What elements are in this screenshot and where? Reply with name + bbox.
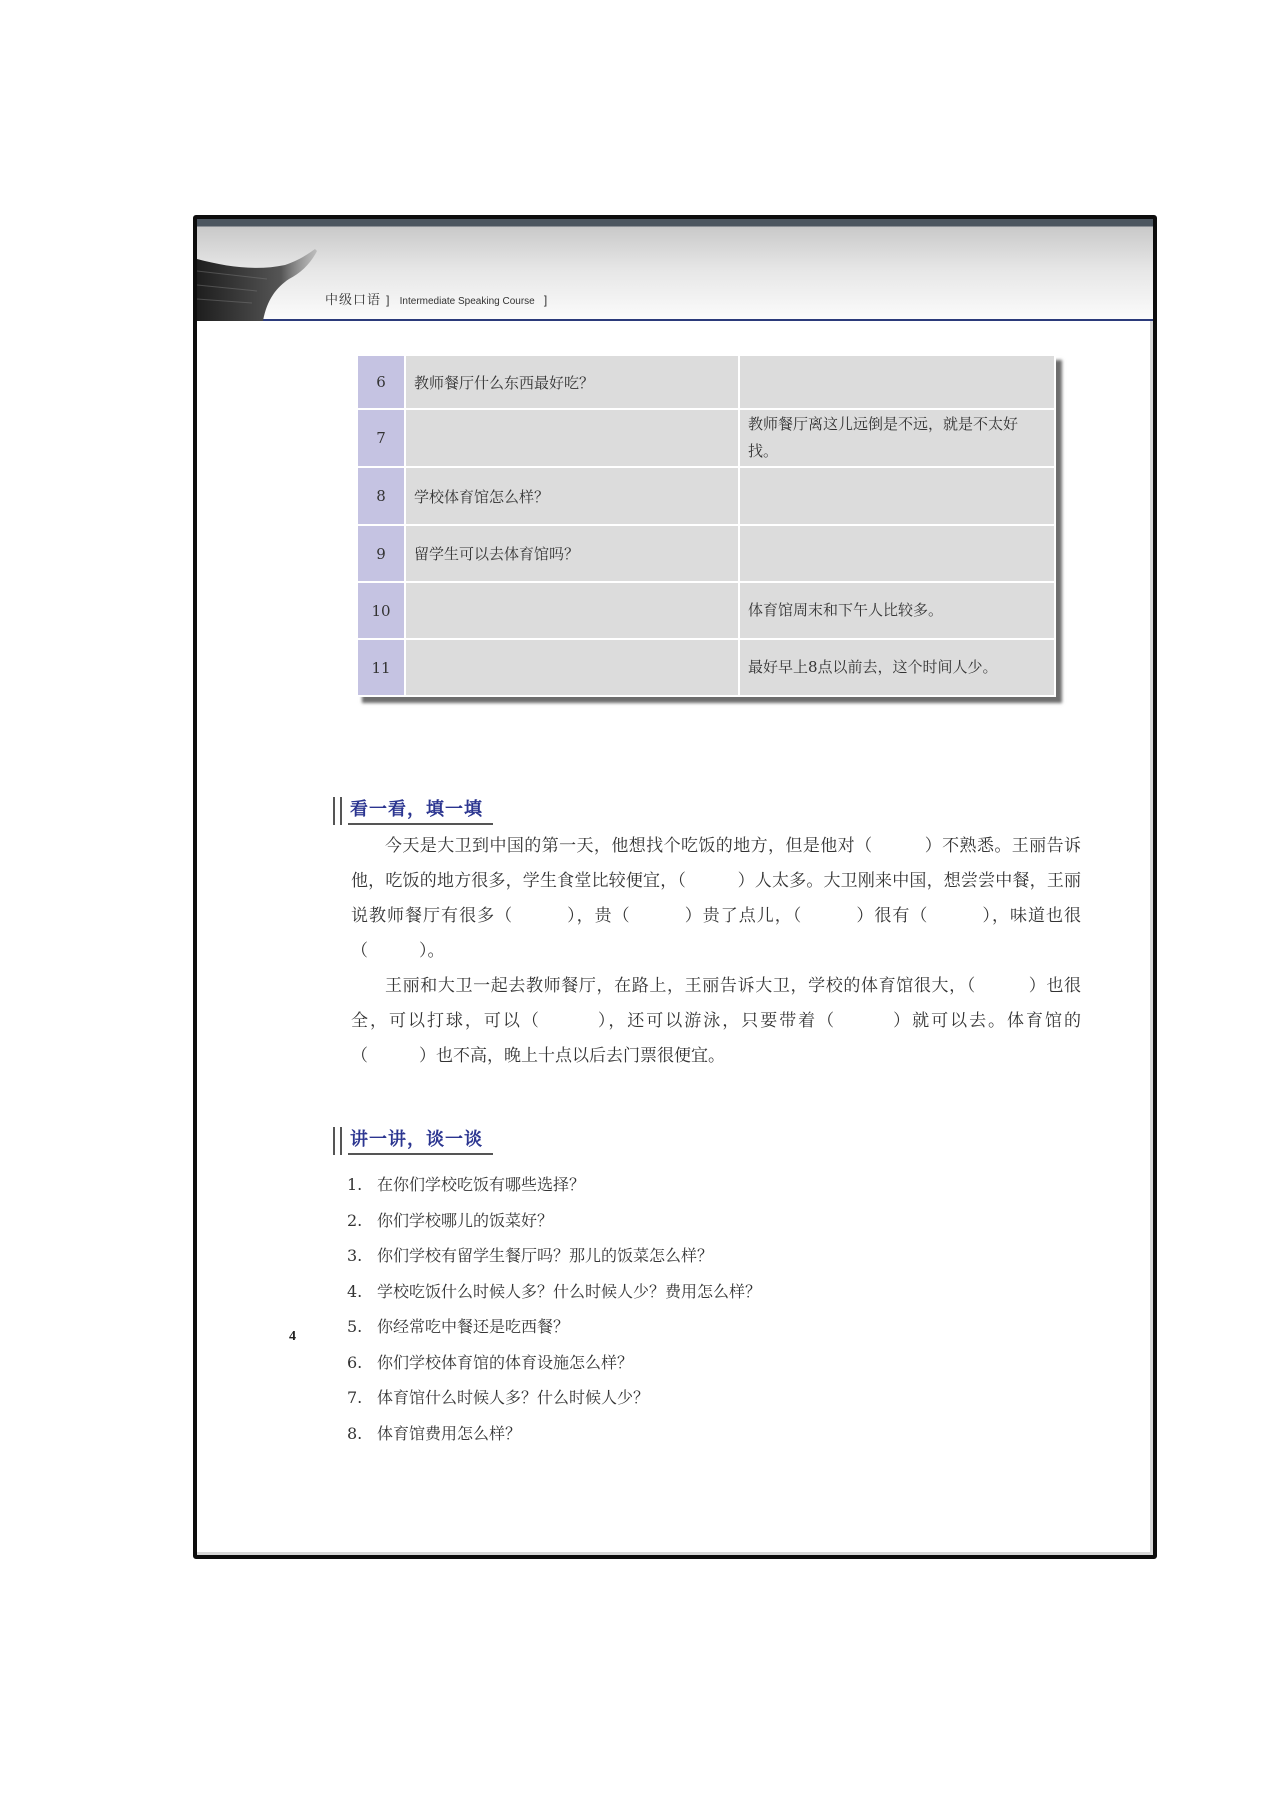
section-title: 看一看，填一填 (348, 795, 493, 825)
row-number: 8 (357, 467, 405, 525)
item-text: 体育馆费用怎么样？ (377, 1423, 522, 1443)
row-number: 10 (357, 582, 405, 639)
list-item (347, 1416, 947, 1452)
item-text: 你们学校有留学生餐厅吗？那儿的饭菜怎么样？ (377, 1246, 714, 1265)
list-item (347, 1274, 947, 1310)
title-separator-end: ] (543, 293, 549, 307)
list-item (347, 1345, 947, 1381)
row-number: 6 (357, 355, 405, 409)
item-number: 3. (347, 1246, 363, 1265)
item-text: 体育馆什么时候人多？什么时候人少？ (377, 1388, 650, 1407)
heading-bar-icon (333, 1127, 342, 1155)
passage-paragraph: 今天是大卫到中国的第一天，他想找个吃饭的地方，但是他对（ ）不熟悉。王丽告诉他，吃饭的地方很多，学生食堂比较便宜，（ ）人太多。大卫刚来中国，想尝尝中餐，王丽说教师餐厅有很多（ ），贵（ ）贵了点儿，（ ）很有（ ），味道也很（ ）。 (351, 836, 1081, 961)
table-row (357, 639, 1055, 696)
item-number: 6. (347, 1352, 363, 1372)
table-row (357, 409, 1055, 467)
title-separator: ] (386, 293, 391, 307)
course-title-cn: 中级口语 (325, 293, 382, 308)
list-item (347, 1203, 947, 1239)
question-cell (405, 639, 739, 696)
answer-cell: 最好早上8点以前去，这个时间人少。 (739, 639, 1055, 696)
row-number: 11 (357, 639, 405, 696)
course-title (325, 289, 548, 308)
question-cell (405, 582, 739, 639)
dialog-table-wrapper (356, 354, 1056, 697)
section-heading-talk (333, 1125, 493, 1155)
table-row (357, 525, 1055, 582)
page-header (197, 219, 1153, 321)
item-number: 5. (347, 1317, 363, 1336)
dialog-table (356, 354, 1056, 697)
question-cell: 学校体育馆怎么样？ (405, 467, 739, 525)
item-number: 4. (347, 1281, 363, 1301)
item-text: 学校吃饭什么时候人多？什么时候人少？费用怎么样？ (377, 1281, 762, 1301)
question-cell: 留学生可以去体育馆吗？ (405, 525, 739, 582)
course-title-en: Intermediate Speaking Course (399, 296, 535, 307)
question-cell: 教师餐厅什么东西最好吃？ (405, 355, 739, 409)
answer-cell: 体育馆周末和下午人比较多。 (739, 582, 1055, 639)
item-number: 7. (347, 1388, 363, 1407)
table-row (357, 467, 1055, 525)
item-number: 1. (347, 1175, 363, 1194)
passage-paragraph: 王丽和大卫一起去教师餐厅，在路上，王丽告诉大卫，学校的体育馆很大，（ ）也很全，可以打球，可以（ ），还可以游泳，只要带着（ ）就可以去。体育馆的（ ）也不高，晚上十点以后去门票很便宜。 (351, 976, 1081, 1066)
item-number: 2. (347, 1210, 363, 1230)
roof-eave-icon (197, 249, 327, 321)
row-number: 9 (357, 525, 405, 582)
row-number: 7 (357, 409, 405, 467)
item-text: 你经常吃中餐还是吃西餐？ (377, 1317, 570, 1336)
fill-in-passage (351, 829, 1081, 1074)
item-text: 你们学校哪儿的饭菜好？ (377, 1210, 554, 1230)
section-title: 讲一讲，谈一谈 (348, 1125, 493, 1155)
book-page (193, 215, 1157, 1559)
discussion-questions (347, 1167, 947, 1451)
list-item (347, 1167, 947, 1203)
section-heading-fill (333, 795, 493, 825)
answer-cell (739, 525, 1055, 582)
answer-cell: 教师餐厅离这儿远倒是不远，就是不太好找。 (739, 409, 1055, 467)
item-number: 8. (347, 1423, 363, 1443)
answer-cell (739, 467, 1055, 525)
list-item (347, 1309, 947, 1345)
item-text: 你们学校体育馆的体育设施怎么样？ (377, 1352, 634, 1372)
heading-bar-icon (333, 797, 342, 825)
list-item (347, 1238, 947, 1274)
page-number: 4 (289, 1329, 296, 1344)
answer-cell (739, 355, 1055, 409)
item-text: 在你们学校吃饭有哪些选择？ (377, 1175, 586, 1194)
question-cell (405, 409, 739, 467)
list-item (347, 1380, 947, 1416)
table-row (357, 355, 1055, 409)
table-row (357, 582, 1055, 639)
